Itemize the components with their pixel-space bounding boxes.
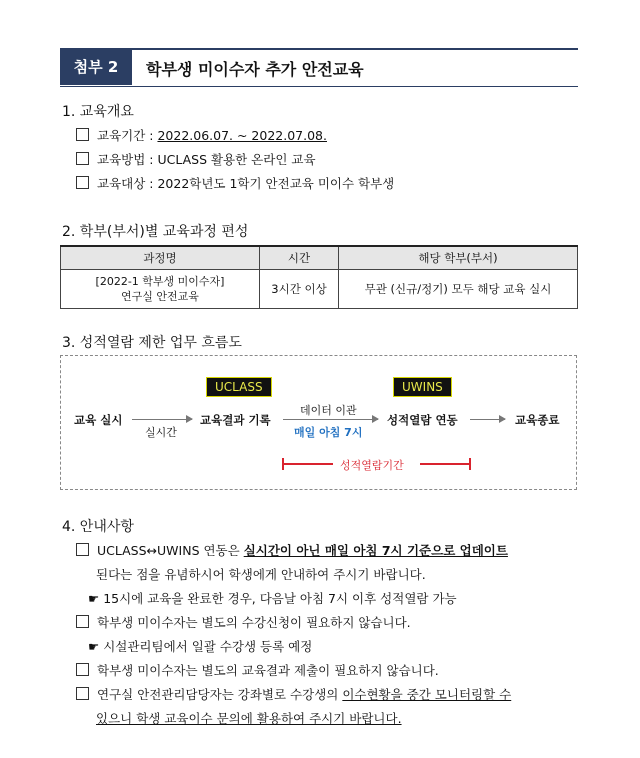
notice-1-emphasis: 실시간이 아닌 매일 아침 7시 기준으로 업데이트 xyxy=(243,543,508,558)
method-text: 교육방법 : UCLASS 활용한 온라인 교육 xyxy=(97,152,316,167)
section3-heading: 3. 성적열람 제한 업무 흐름도 xyxy=(62,335,242,351)
overview-period xyxy=(76,126,327,144)
flow-node-education: 교육 실시 xyxy=(74,413,123,427)
col-time: 시간 xyxy=(260,246,339,270)
target-text: 교육대상 : 2022학년도 1학기 안전교육 미이수 학부생 xyxy=(97,176,395,191)
course-table xyxy=(60,245,578,309)
notice-1 xyxy=(76,541,508,559)
note-1-text: 15시에 교육을 완료한 경우, 다음날 아침 7시 이후 성적열람 가능 xyxy=(103,591,457,606)
note-2-text: 시설관리팀에서 일괄 수강생 등록 예정 xyxy=(103,639,313,654)
uwins-tag: UWINS xyxy=(393,377,452,397)
notice-1-prefix: UCLASS↔UWINS 연동은 xyxy=(97,543,244,558)
pointer-icon: ☛ xyxy=(88,639,100,654)
attachment-tag: 첨부 2 xyxy=(60,48,132,85)
checkbox-icon xyxy=(76,615,89,628)
notice-3 xyxy=(76,661,439,679)
notice-4-line2: 있으니 학생 교육이수 문의에 활용하여 주시기 바랍니다. xyxy=(96,711,402,726)
section1-heading: 1. 교육개요 xyxy=(62,104,134,120)
course-time-cell: 3시간 이상 xyxy=(260,270,339,309)
pointer-icon: ☛ xyxy=(88,591,100,606)
period-label: 성적열람기간 xyxy=(340,459,404,472)
period-label: 교육기간 : xyxy=(97,128,158,143)
checkbox-icon xyxy=(76,687,89,700)
period-left-line xyxy=(283,463,333,465)
flow-arrow-2 xyxy=(283,419,378,420)
arrow2-label-bottom: 매일 아침 7시 xyxy=(294,426,363,439)
period-right-line xyxy=(420,463,470,465)
notice-3-text: 학부생 미이수자는 별도의 교육결과 제출이 필요하지 않습니다. xyxy=(97,663,439,678)
course-name-line2: 연구실 안전교육 xyxy=(121,290,199,303)
table-row xyxy=(61,270,578,309)
notice-2-text: 학부생 미이수자는 별도의 수강신청이 필요하지 않습니다. xyxy=(97,615,411,630)
flow-node-end: 교육종료 xyxy=(515,413,560,427)
course-name-cell xyxy=(61,270,260,309)
period-right-bar xyxy=(469,458,471,470)
flow-node-record: 교육결과 기록 xyxy=(200,413,271,427)
course-dept-cell: 무관 (신규/정기) 모두 해당 교육 실시 xyxy=(339,270,578,309)
col-course: 과정명 xyxy=(61,246,260,270)
checkbox-icon xyxy=(76,152,89,165)
notice-4 xyxy=(76,685,511,703)
notice-4-prefix: 연구실 안전관리담당자는 강좌별로 수강생의 xyxy=(97,687,343,702)
arrow2-label-top: 데이터 이관 xyxy=(300,404,357,417)
col-dept: 해당 학부(부서) xyxy=(339,246,578,270)
flow-node-sync: 성적열람 연동 xyxy=(387,413,458,427)
checkbox-icon xyxy=(76,128,89,141)
note-1 xyxy=(88,589,457,607)
note-2 xyxy=(88,637,312,655)
section2-heading: 2. 학부(부서)별 교육과정 편성 xyxy=(62,224,249,240)
overview-target xyxy=(76,174,394,192)
flow-arrow-3 xyxy=(470,419,505,420)
arrow1-label: 실시간 xyxy=(145,426,177,439)
checkbox-icon xyxy=(76,176,89,189)
checkbox-icon xyxy=(76,543,89,556)
table-header-row xyxy=(61,246,578,270)
notice-2 xyxy=(76,613,411,631)
notice-4-emphasis: 이수현황을 중간 모니터링할 수 xyxy=(342,687,512,702)
flow-arrow-1 xyxy=(132,419,192,420)
page-title: 학부생 미이수자 추가 안전교육 xyxy=(146,60,364,79)
uclass-tag: UCLASS xyxy=(206,377,272,397)
checkbox-icon xyxy=(76,663,89,676)
overview-method xyxy=(76,150,316,168)
course-name-line1: [2022-1 학부생 미이수자] xyxy=(95,275,225,288)
section4-heading: 4. 안내사항 xyxy=(62,519,134,535)
period-value: 2022.06.07. ~ 2022.07.08. xyxy=(157,128,327,143)
notice-1-line2: 된다는 점을 유념하시어 학생에게 안내하여 주시기 바랍니다. xyxy=(96,567,426,582)
